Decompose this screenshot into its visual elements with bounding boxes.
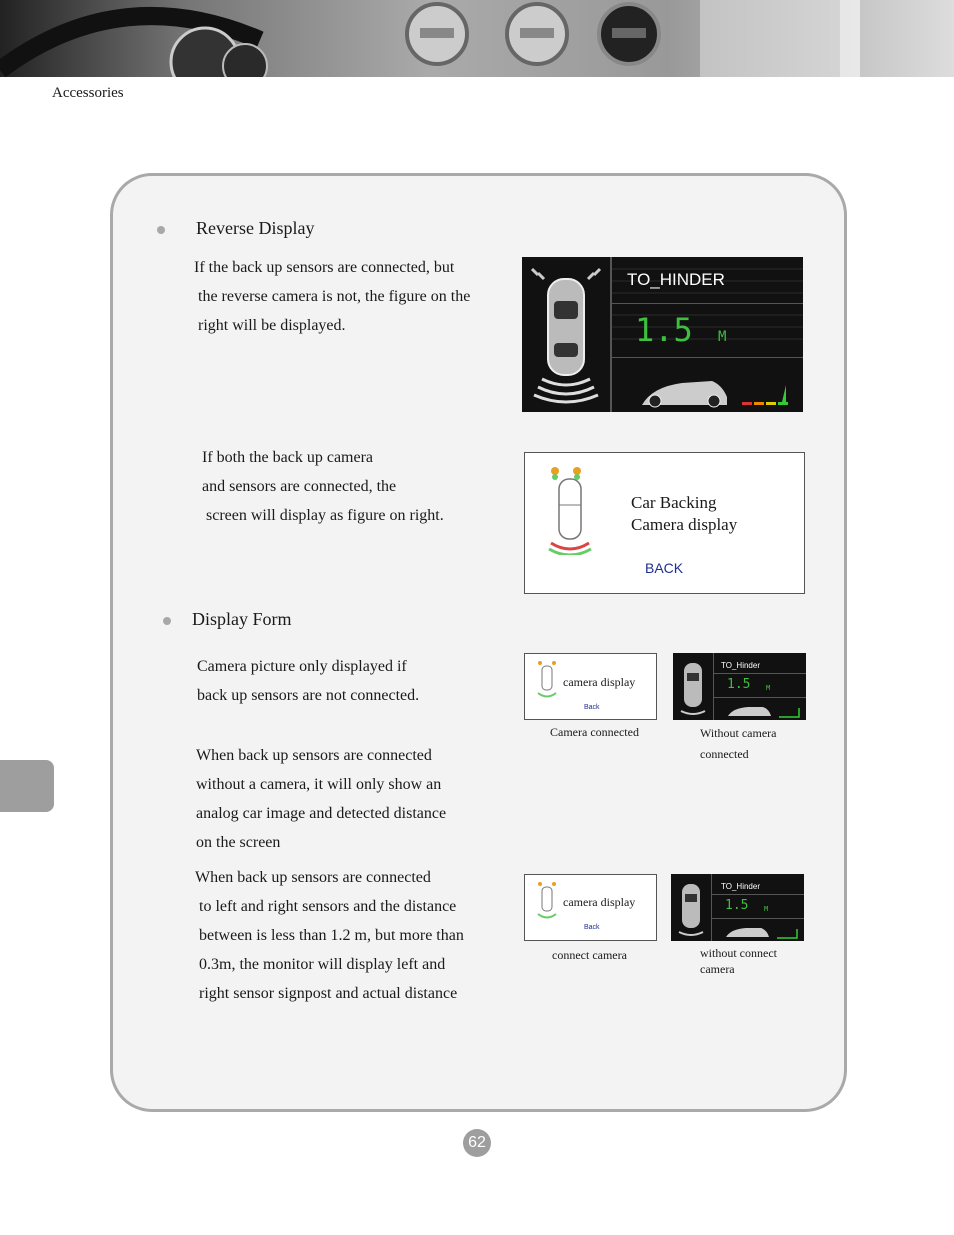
text-line: analog car image and detected distance [196,805,447,822]
camera-display-text [631,492,737,536]
bullet-icon [157,226,165,234]
text-line: Car Backing [631,493,717,512]
text-line: When back up sensors are connected [196,747,432,764]
caption-camera-connected: Camera connected [550,725,639,739]
screen-title: TO_Hinder [721,661,760,670]
text-line: Without camera [700,726,777,740]
text-line: 0.3m, the monitor will display left and [199,956,446,973]
heading-reverse-display: Reverse Display [196,218,315,238]
text-line: If both the back up camera [202,449,374,466]
header-banner [0,0,954,77]
screen-title: TO_Hinder [721,882,760,891]
paragraph-left-right-sensors [195,863,464,1008]
camera-display-text: camera display [563,675,636,689]
car-outline-icon [545,465,605,555]
text-line: to left and right sensors and the distance [199,898,457,915]
text-line: between is less than 1.2 m, but more than [199,927,464,944]
caption-without-camera [700,723,776,765]
heading-display-form: Display Form [192,609,292,629]
back-label: Back [584,704,600,711]
paragraph-both-connected [202,443,444,530]
caption-connect-camera: connect camera [552,948,627,962]
paragraph-sensors-only [194,253,470,340]
text-line: Camera picture only displayed if [197,658,407,675]
camera-screen-small [524,874,657,941]
car-outline-icon [535,660,559,700]
sensor-screen-small [673,653,806,720]
camera-display-text: camera display [563,895,636,909]
text-line: and sensors are connected, the [202,478,397,495]
text-line: the reverse camera is not, the figure on the [198,288,471,305]
dashboard-image [0,0,954,77]
caption-without-connect-camera [700,945,777,977]
side-tab [0,760,54,812]
sensor-screen-small [671,874,804,941]
sensor-screen-large [522,257,803,412]
section-label: Accessories [52,85,124,101]
text-line: without a camera, it will only show an [196,776,442,793]
paragraph-camera-only [197,652,419,710]
back-label: BACK [645,560,684,576]
text-line: back up sensors are not connected. [197,687,420,704]
screen-title: TO_HINDER [627,270,725,289]
text-line: without connect [700,946,777,960]
camera-screen-small [524,653,657,720]
distance-readout: 1.5 [635,311,693,349]
text-line: Camera display [631,515,738,534]
distance-readout: 1.5 [727,677,751,692]
text-line: connected [700,747,749,761]
text-line: screen will display as figure on right. [206,507,444,524]
distance-readout: 1.5 [725,898,749,913]
back-label: Back [584,924,600,931]
bullet-icon [163,617,171,625]
distance-unit: M [718,329,727,345]
paragraph-no-camera [196,741,446,857]
text-line: right sensor signpost and actual distance [199,985,458,1002]
page-number: 62 [463,1129,491,1157]
text-line: If the back up sensors are connected, but [194,259,455,276]
text-line: on the screen [196,834,281,851]
text-line: camera [700,962,735,976]
distance-unit: M [764,905,769,913]
text-line: When back up sensors are connected [195,869,431,886]
car-outline-icon [535,881,559,921]
text-line: right will be displayed. [198,317,346,334]
distance-unit: M [766,684,771,692]
camera-screen-large [524,452,805,594]
